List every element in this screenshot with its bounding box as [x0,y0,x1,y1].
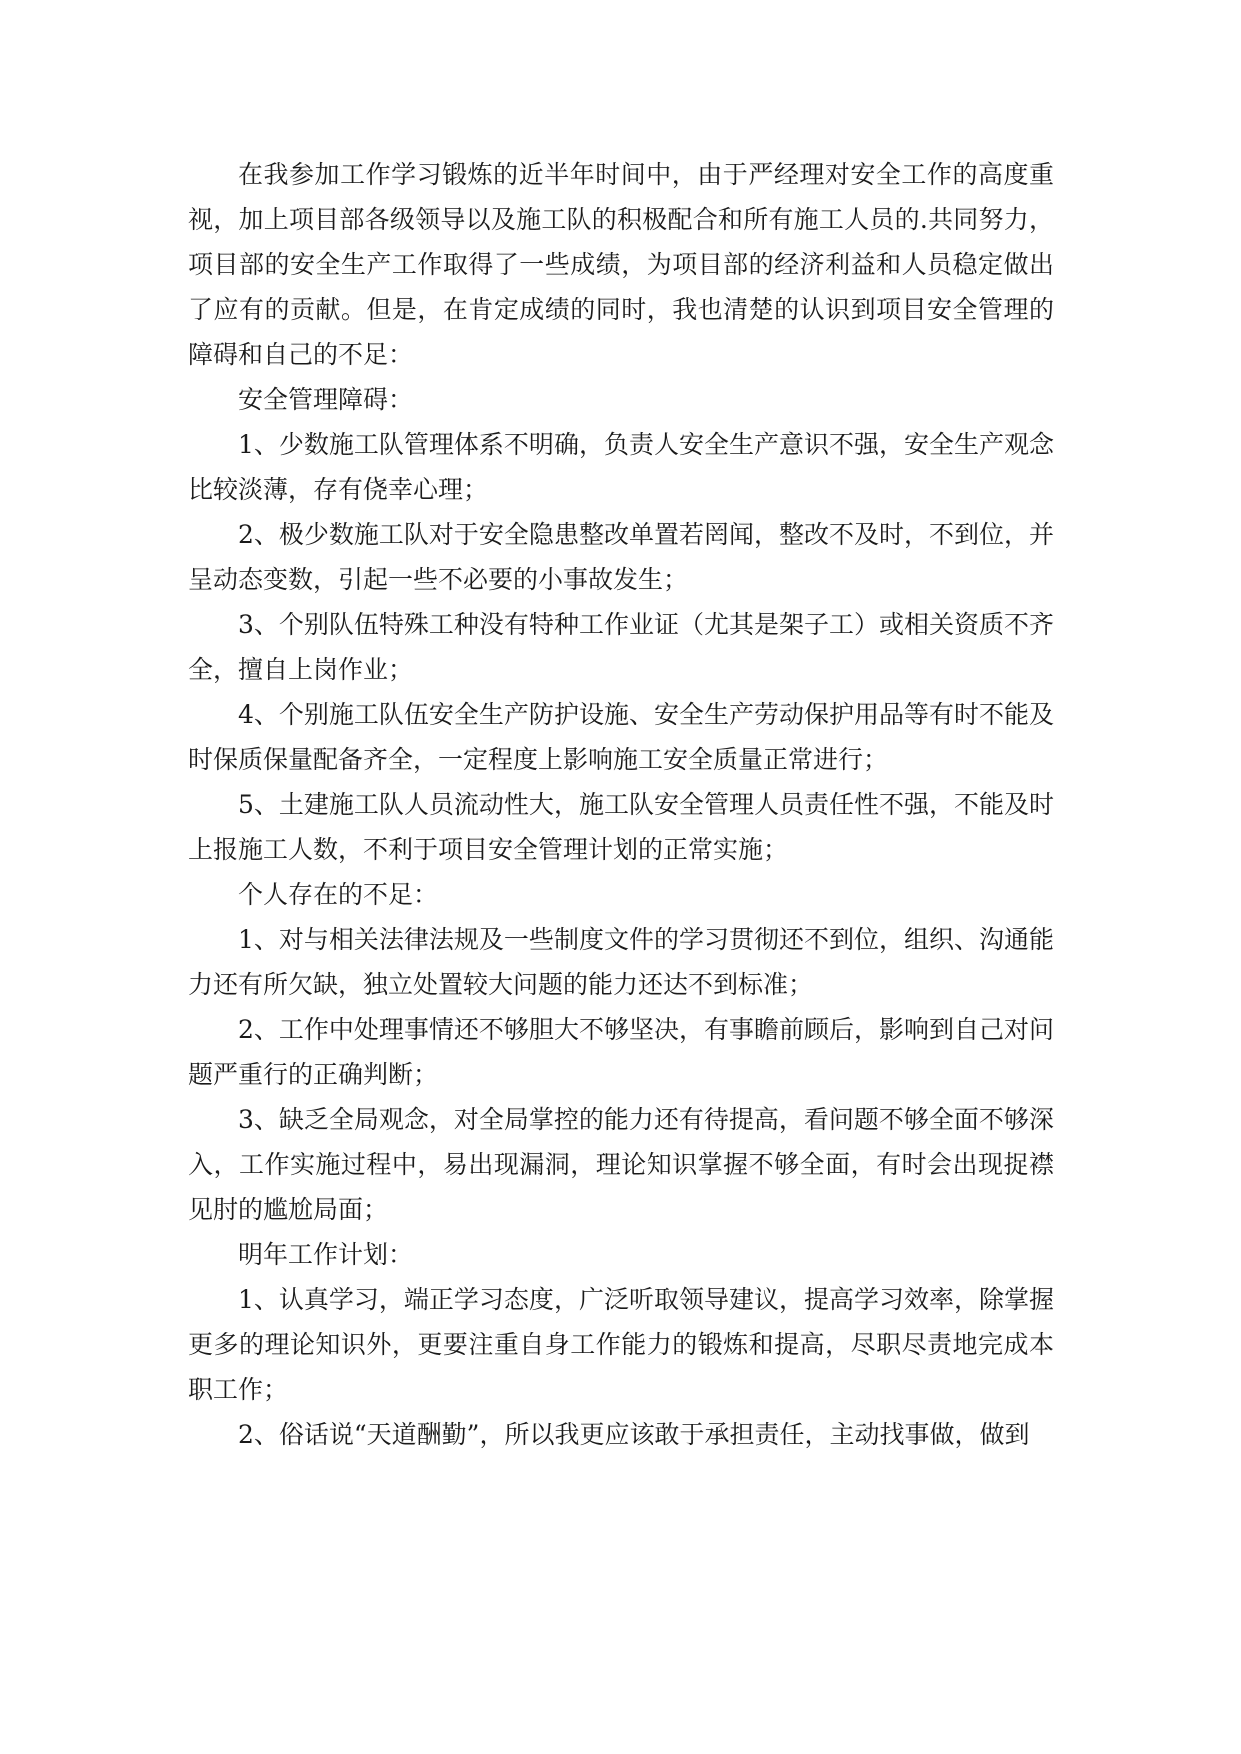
list-item-obstacle-5: 5、土建施工队人员流动性大，施工队安全管理人员责任性不强，不能及时上报施工人数，不利于项目安全管理计划的正常实施； [188,790,1054,864]
list-item-obstacle-4: 4、个别施工队伍安全生产防护设施、安全生产劳动保护用品等有时不能及时保质保量配备齐全，一定程度上影响施工安全质量正常进行； [188,700,1054,774]
list-item-shortcoming-3: 3、缺乏全局观念，对全局掌控的能力还有待提高，看问题不够全面不够深 [238,1105,1054,1134]
list-item-obstacle-3: 3、个别队伍特殊工种没有特种工作业证（尤其是架子工）或相关资质不齐全，擅自上岗作业； [188,610,1054,684]
list-item-plan-2: 2、俗话说“天道酬勤”，所以我更应该敢于承担责任，主动找事做，做到 [238,1420,1030,1449]
list-item-shortcoming-2: 2、工作中处理事情还不够胆大不够坚决，有事瞻前顾后，影响到自己对问题严重行的正确判断； [188,1015,1054,1089]
list-item-plan-1: 1、认真学习，端正学习态度，广泛听取领导建议，提高学习效率，除掌握更多的理论知识外，更要注重自身工作能力的锻炼和提高，尽职尽责地完成本职工作； [188,1285,1054,1404]
list-item-shortcoming-3-continued: 入，工作实施过程中，易出现漏洞，理论知识掌握不够全面，有时会出现捉襟见肘的尴尬局面； [188,1150,1054,1224]
heading-personal-shortcomings: 个人存在的不足： [238,880,439,909]
heading-safety-obstacles: 安全管理障碍： [238,385,414,414]
list-item-obstacle-2: 2、极少数施工队对于安全隐患整改单置若罔闻，整改不及时，不到位，并呈动态变数，引起一些不必要的小事故发生； [188,520,1054,594]
document-body [188,152,1054,1457]
paragraph-intro: 在我参加工作学习锻炼的近半年时间中，由于严经理对安全工作的高度重视，加上项目部各级领导以及施工队的积极配合和所有施工人员的.共同努力，项目部的安全生产工作取得了一些成绩，为项目部的经济利益和人员稳定做出了应有的贡献。但是，在肯定成绩的同时，我也清楚的认识到项目安全管理的障碍和自己的不足： [188,160,1054,369]
list-item-obstacle-1: 1、少数施工队管理体系不明确，负责人安全生产意识不强，安全生产观念比较淡薄，存有侥幸心理； [188,430,1054,504]
list-item-shortcoming-1: 1、对与相关法律法规及一些制度文件的学习贯彻还不到位，组织、沟通能力还有所欠缺，独立处置较大问题的能力还达不到标准； [188,925,1054,999]
heading-next-year-plan: 明年工作计划： [238,1240,414,1269]
